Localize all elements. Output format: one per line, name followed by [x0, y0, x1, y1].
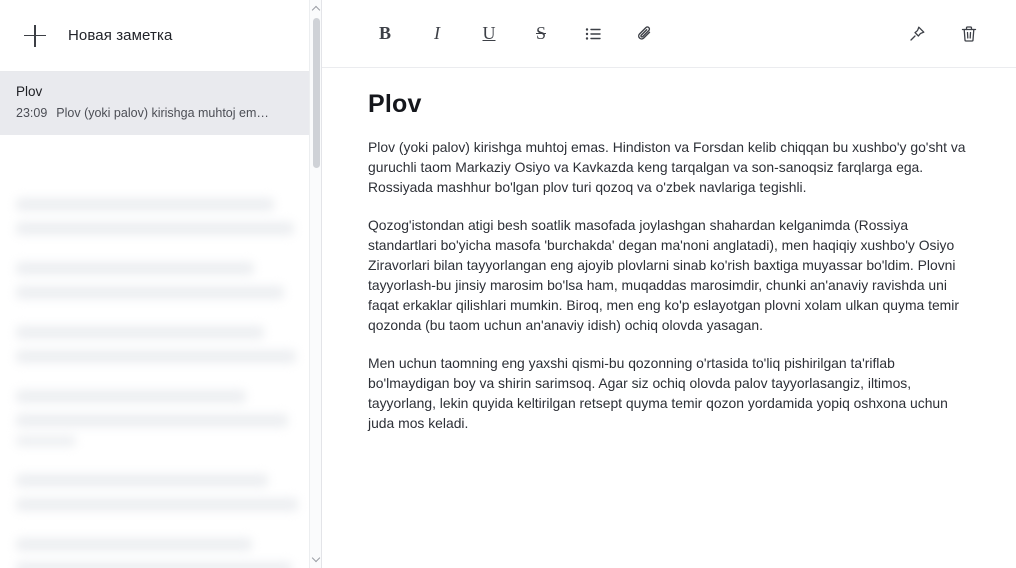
note-editor-body[interactable] — [322, 68, 1016, 568]
paragraph: Plov (yoki palov) kirishga muhtoj emas. Hindiston va Forsdan kelib chiqqan bu xushbo'y go'sht va guruchli taom Markaziy Osiyo va Kavkazda keng tarqalgan va son-sanoqsiz farqlarga ega. Rossiyada mashhur bo'lgan plov turi qozoq va o'zbek navlariga tegishli. — [368, 139, 966, 195]
sidebar-scrollbar[interactable] — [309, 0, 321, 568]
note-title: Plov — [16, 84, 43, 99]
note-meta — [16, 106, 305, 120]
formatting-toolbar — [322, 0, 1016, 68]
note-list[interactable] — [0, 72, 321, 568]
list-item[interactable] — [0, 72, 321, 135]
paragraph: Qozog'istondan atigi besh soatlik masofada joylashgan shahardan kelganimda (Rossiya standartlari bo'yicha masofa 'burchakda' degan ma'noni anglatadi), men haqiqiy xushbo'y Osiyo Ziravorlari bilan tayyorlangan eng ajoyib plovlarni sinab ko'rish baxtiga muyassar bo'ldim. Plovni tayyorlash-bu jinsiy marosim bo'lsa ham, muqaddas marosimdir, chunki an'anaviy ravishda uni faqat erkaklar qilishlari mumkin. Biroq, men eng ko'p eslayotgan plovni xolam ulkan quyma temir qozonda (bu taom uchun an'anaviy idish) ochiq olovda yasagan. — [368, 217, 959, 333]
chevron-up-icon[interactable] — [310, 2, 322, 16]
page-title: Plov — [368, 90, 422, 118]
trash-icon[interactable] — [952, 17, 986, 51]
paperclip-icon[interactable] — [628, 17, 662, 51]
underline-icon[interactable]: U — [482, 23, 496, 43]
note-snippet: Plov (yoki palov) kirishga muhtoj em… — [56, 106, 269, 120]
plus-icon[interactable] — [18, 19, 52, 53]
bold-icon[interactable]: B — [378, 23, 391, 43]
sidebar-header — [0, 0, 321, 72]
bullet-list-icon[interactable] — [576, 17, 610, 51]
new-note-button[interactable]: Новая заметка — [68, 27, 173, 44]
blurred-placeholder-rows — [0, 184, 309, 568]
sidebar — [0, 0, 322, 568]
italic-icon[interactable]: I — [434, 23, 440, 43]
pin-icon[interactable] — [900, 17, 934, 51]
scrollbar-thumb[interactable] — [313, 18, 320, 168]
chevron-down-icon[interactable] — [310, 552, 322, 566]
editor-pane — [322, 0, 1016, 568]
strikethrough-icon[interactable]: S — [535, 23, 546, 43]
note-time: 23:09 — [16, 106, 48, 120]
paragraph: Men uchun taomning eng yaxshi qismi-bu qozonning o'rtasida to'liq pishirilgan ta'riflab bo'lmaydigan boy va shirin sarimsoq. Agar siz ochiq olovda palov tayyorlasangiz, iltimos, tayyorlang, lekin quyida keltirilgan retsept quyma temir qozon yordamida yopiq oshxona uchun juda mos keladi. — [368, 355, 948, 431]
